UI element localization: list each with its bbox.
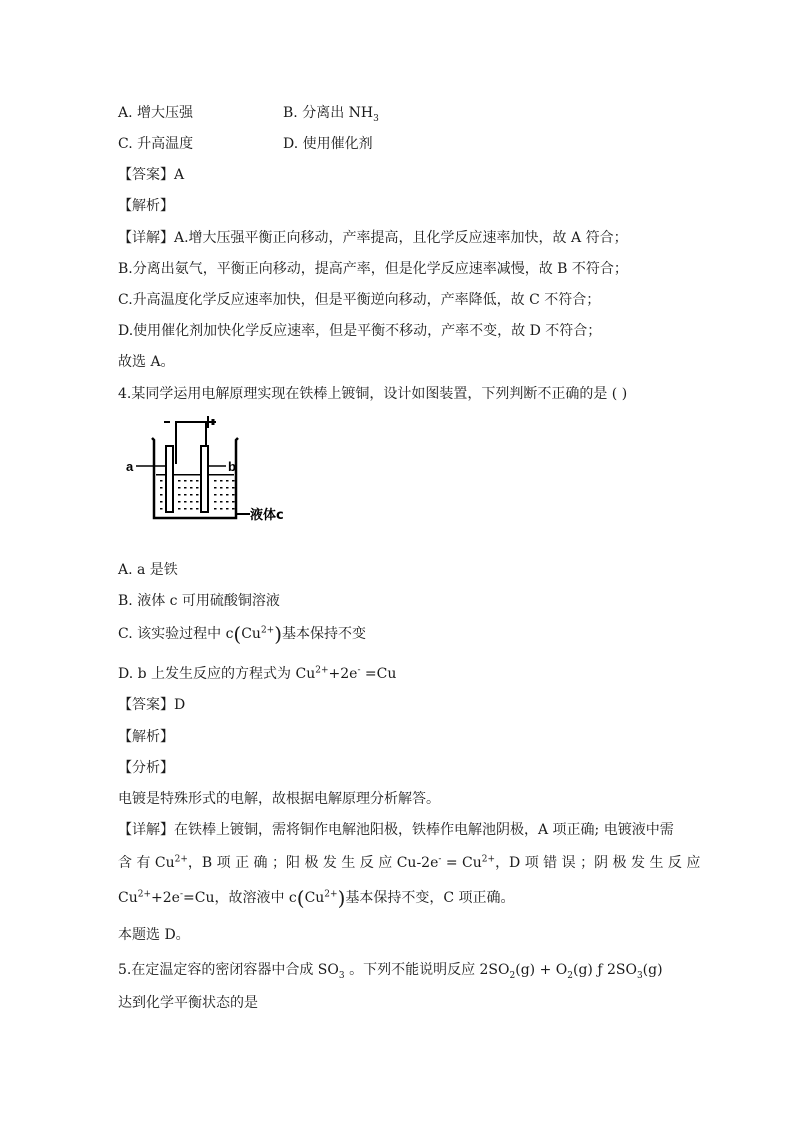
q4-stem: 4.某同学运用电解原理实现在铁棒上镀铜，设计如图装置，下列判断不正确的是 ( ) — [118, 386, 628, 402]
q3-answer: 【答案】A — [118, 167, 185, 183]
q4-option-a: A. a 是铁 — [118, 562, 178, 578]
q4-detail-2: 含 有 $Cu^{2+}$，B 项 正 确 ；阳 极 发 生 反 应 $Cu-2e^- = Cu^{2+}$，D 项 错 误 ；阴 极 发 生 反 应 — [118, 854, 701, 871]
q3-detail-3: C.升高温度化学反应速率加快，但是平衡逆向移动，产率降低，故 C 不符合； — [118, 292, 601, 308]
q3-conclusion: 故选 A。 — [118, 354, 175, 370]
q4-analysis-heading: 【解析】 — [118, 729, 174, 745]
q3-option-b: B. 分离出 $NH_3$ — [283, 105, 379, 124]
label-liquid-c: 液体c — [250, 508, 284, 523]
q4-detail-3: $Cu^{2+}+2e^-=Cu$，故溶液中 $c(Cu^{2+})$基本保持不变，C 项正确。 — [118, 886, 515, 910]
q4-conclusion: 本题选 D。 — [118, 927, 190, 943]
electroplating-apparatus-diagram — [126, 414, 296, 529]
q5-stem-line2: 达到化学平衡状态的是 — [118, 995, 258, 1011]
q3-option-c: C. 升高温度 — [118, 136, 194, 152]
label-b: b — [228, 459, 236, 474]
q3-option-d: D. 使用催化剂 — [283, 136, 373, 152]
q4-answer: 【答案】D — [118, 697, 186, 713]
q3-detail-1: 【详解】A.增大压强平衡正向移动，产率提高，且化学反应速率加快，故 A 符合； — [118, 230, 628, 246]
q4-option-c: C. 该实验过程中 $c(Cu^{2+})$基本保持不变 — [118, 622, 367, 646]
q4-fenxi-text: 电镀是特殊形式的电解，故根据电解原理分析解答。 — [118, 791, 440, 807]
q4-fenxi-heading: 【分析】 — [118, 760, 174, 776]
electrode-a — [166, 446, 173, 512]
q3-detail-4: D.使用催化剂加快化学反应速率，但是平衡不移动，产率不变，故 D 不符合； — [118, 323, 602, 339]
q4-option-d: D. b 上发生反应的方程式为 $Cu^{2+}+2e^- =Cu$ — [118, 665, 397, 682]
q3-analysis-heading: 【解析】 — [118, 198, 174, 214]
electrode-b — [201, 446, 208, 512]
q4-detail-1: 【详解】在铁棒上镀铜，需将铜作电解池阳极，铁棒作电解池阴极，A 项正确; 电镀液中需 — [118, 822, 674, 838]
q3-option-a: A. 增大压强 — [118, 105, 194, 121]
label-a: a — [126, 459, 134, 474]
q5-stem: 5.在定温定容的密闭容器中合成 $SO_3$ 。下列不能说明反应 $2SO_2(g) + O_2(g)$ ƒ $2SO_3(g)$ — [118, 962, 663, 981]
beaker — [152, 438, 238, 518]
q3-detail-2: B.分离出氨气，平衡正向移动，提高产率，但是化学反应速率减慢，故 B 不符合； — [118, 261, 628, 277]
q4-option-b: B. 液体 c 可用硫酸铜溶液 — [118, 593, 280, 609]
